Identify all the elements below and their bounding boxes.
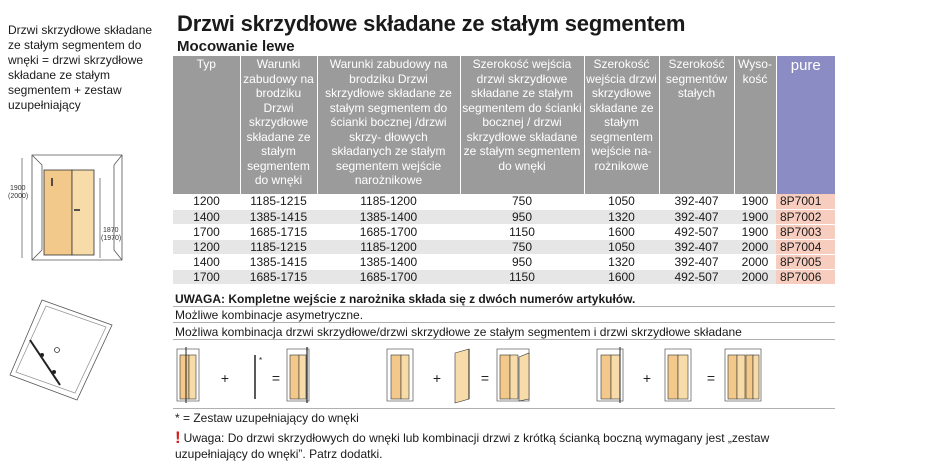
equals-sign: =: [480, 370, 490, 386]
table-header-row: [173, 56, 835, 194]
combination-note: Możliwa kombinacja drzwi skrzydłowe/drzwi skrzydłowe ze stałym segmentem i drzwi skrzydłowe składane: [173, 324, 835, 340]
table-cell: 392-407: [659, 254, 734, 269]
table-row: [173, 209, 835, 224]
plus-sign: +: [642, 370, 652, 386]
table-cell: 1900: [734, 224, 776, 239]
table-cell: 1385-1400: [317, 254, 460, 269]
uwaga-note: UWAGA: Kompletne wejście z narożnika składa się z dwóch numerów artykułów.: [173, 291, 835, 307]
article-code-cell: 8P7006: [776, 269, 835, 284]
table-cell: 750: [460, 239, 584, 254]
header-pure: pure: [776, 56, 835, 194]
table-cell: 1185-1200: [317, 239, 460, 254]
table-cell: 1385-1415: [240, 209, 317, 224]
warning-text: Uwaga: Do drzwi skrzydłowych do wnęki lub kombinacji drzwi z krótką ścianką boczną wymagany jest „zestaw uzupełniający do wnęki”. Patrz dodatki.: [175, 431, 770, 461]
table-cell: 1685-1715: [240, 269, 317, 284]
table-cell: 1400: [173, 254, 240, 269]
table-cell: 2000: [734, 239, 776, 254]
warning-icon: !: [175, 428, 181, 447]
plus-sign: +: [432, 370, 442, 386]
table-cell: 750: [460, 194, 584, 209]
table-row: [173, 254, 835, 269]
table-cell: 950: [460, 209, 584, 224]
header-side-panel-conditions: Warunki zabudowy na brodziku Drzwi skrzydłowe składane ze stałym segmentem do ścianki bocznej /drzwi skrzy- dłowych składanych ze stałym segmentem wejście narożnikowe: [317, 56, 460, 194]
table-cell: 1320: [584, 254, 659, 269]
article-code-cell: 8P7005: [776, 254, 835, 269]
table-row: [173, 239, 835, 254]
table-cell: 2000: [734, 269, 776, 284]
warning-note: [175, 430, 837, 462]
header-corner-entry-width: Szerokość wejścia drzwi skrzydłowe składane ze stałym segmentem wejście na- rożnikowe: [584, 56, 659, 194]
equals-sign: =: [271, 370, 281, 386]
table-cell: 492-507: [659, 269, 734, 284]
page-title: Drzwi skrzydłowe składane ze stałym segmentem: [177, 11, 686, 36]
table-cell: 392-407: [659, 209, 734, 224]
table-cell: 1900: [734, 209, 776, 224]
combo-2-result-icon: [497, 349, 529, 401]
article-code-cell: 8P7003: [776, 224, 835, 239]
height-label-alt: (2000): [8, 193, 29, 200]
table-cell: 1385-1415: [240, 254, 317, 269]
table-cell: 1185-1200: [317, 194, 460, 209]
side-description: Drzwi skrzydłowe składane ze stałym segmentem do wnęki = drzwi skrzydłowe składane ze stałym segmentem + zestaw uzupełniający: [8, 23, 153, 112]
article-code-cell: 8P7002: [776, 209, 835, 224]
combo-3-door-icon: [597, 347, 623, 403]
table-row: [173, 194, 835, 209]
table-cell: 1700: [173, 224, 240, 239]
table-cell: 392-407: [659, 239, 734, 254]
combo-2-door-icon: [387, 349, 413, 401]
article-code-cell: 8P7004: [776, 239, 835, 254]
table-cell: 1185-1215: [240, 239, 317, 254]
plus-sign: +: [220, 370, 230, 386]
combo-3-folding-door-icon: [665, 349, 691, 401]
combination-diagrams-svg: [173, 341, 835, 409]
table-cell: 1700: [173, 269, 240, 284]
combo-1-door-icon: [177, 347, 199, 403]
table-cell: 1685-1700: [317, 269, 460, 284]
table-cell: 1600: [584, 269, 659, 284]
table-cell: 1600: [584, 224, 659, 239]
footnote: * = Zestaw uzupełniający do wnęki: [175, 411, 359, 425]
table-cell: 2000: [734, 254, 776, 269]
inner-height-label: 1870: [103, 227, 119, 234]
star-mark: *: [259, 356, 263, 365]
spec-table: [173, 56, 835, 285]
table-cell: 1050: [584, 239, 659, 254]
header-niche-conditions: Warunki zabudowy na brodziku Drzwi skrzydłowe składane ze stałym segmentem do wnęki: [240, 56, 317, 194]
page-subtitle: Mocowanie lewe: [177, 38, 295, 55]
header-entry-width: Szerokość wejścia drzwi skrzydłowe składane ze stałym segmentem do ścianki bocznej / drzwi skrzydłowe składane ze stałym segmentem do wnęki: [460, 56, 584, 194]
table-cell: 1685-1700: [317, 224, 460, 239]
table-cell: 1385-1400: [317, 209, 460, 224]
header-height: Wyso- kość: [734, 56, 776, 194]
table-cell: 950: [460, 254, 584, 269]
table-cell: 1685-1715: [240, 224, 317, 239]
header-fixed-segment-width: Szerokość segmentów stałych: [659, 56, 734, 194]
table-cell: 392-407: [659, 194, 734, 209]
table-cell: 1400: [173, 209, 240, 224]
equals-sign: =: [706, 370, 716, 386]
header-type: Typ: [173, 56, 240, 194]
table-cell: 492-507: [659, 224, 734, 239]
combo-2-panel-icon: [455, 349, 469, 403]
table-cell: 1200: [173, 194, 240, 209]
table-body: [173, 194, 835, 284]
table-row: [173, 224, 835, 239]
shower-drawing-illustration: [2, 150, 172, 420]
table-cell: 1185-1215: [240, 194, 317, 209]
asymmetric-note: Możliwe kombinacje asymetryczne.: [173, 307, 835, 323]
table-cell: 1900: [734, 194, 776, 209]
table-cell: 1320: [584, 209, 659, 224]
table-cell: 1050: [584, 194, 659, 209]
inner-height-label-alt: (1970): [101, 235, 122, 242]
table-cell: 1150: [460, 269, 584, 284]
combo-1-result-icon: [287, 347, 309, 403]
table-cell: 1200: [173, 239, 240, 254]
combo-3-result-icon: [725, 349, 761, 401]
table-cell: 1150: [460, 224, 584, 239]
height-label: 1900: [10, 185, 26, 192]
table-row: [173, 269, 835, 284]
article-code-cell: 8P7001: [776, 194, 835, 209]
combination-diagrams: [173, 341, 835, 409]
